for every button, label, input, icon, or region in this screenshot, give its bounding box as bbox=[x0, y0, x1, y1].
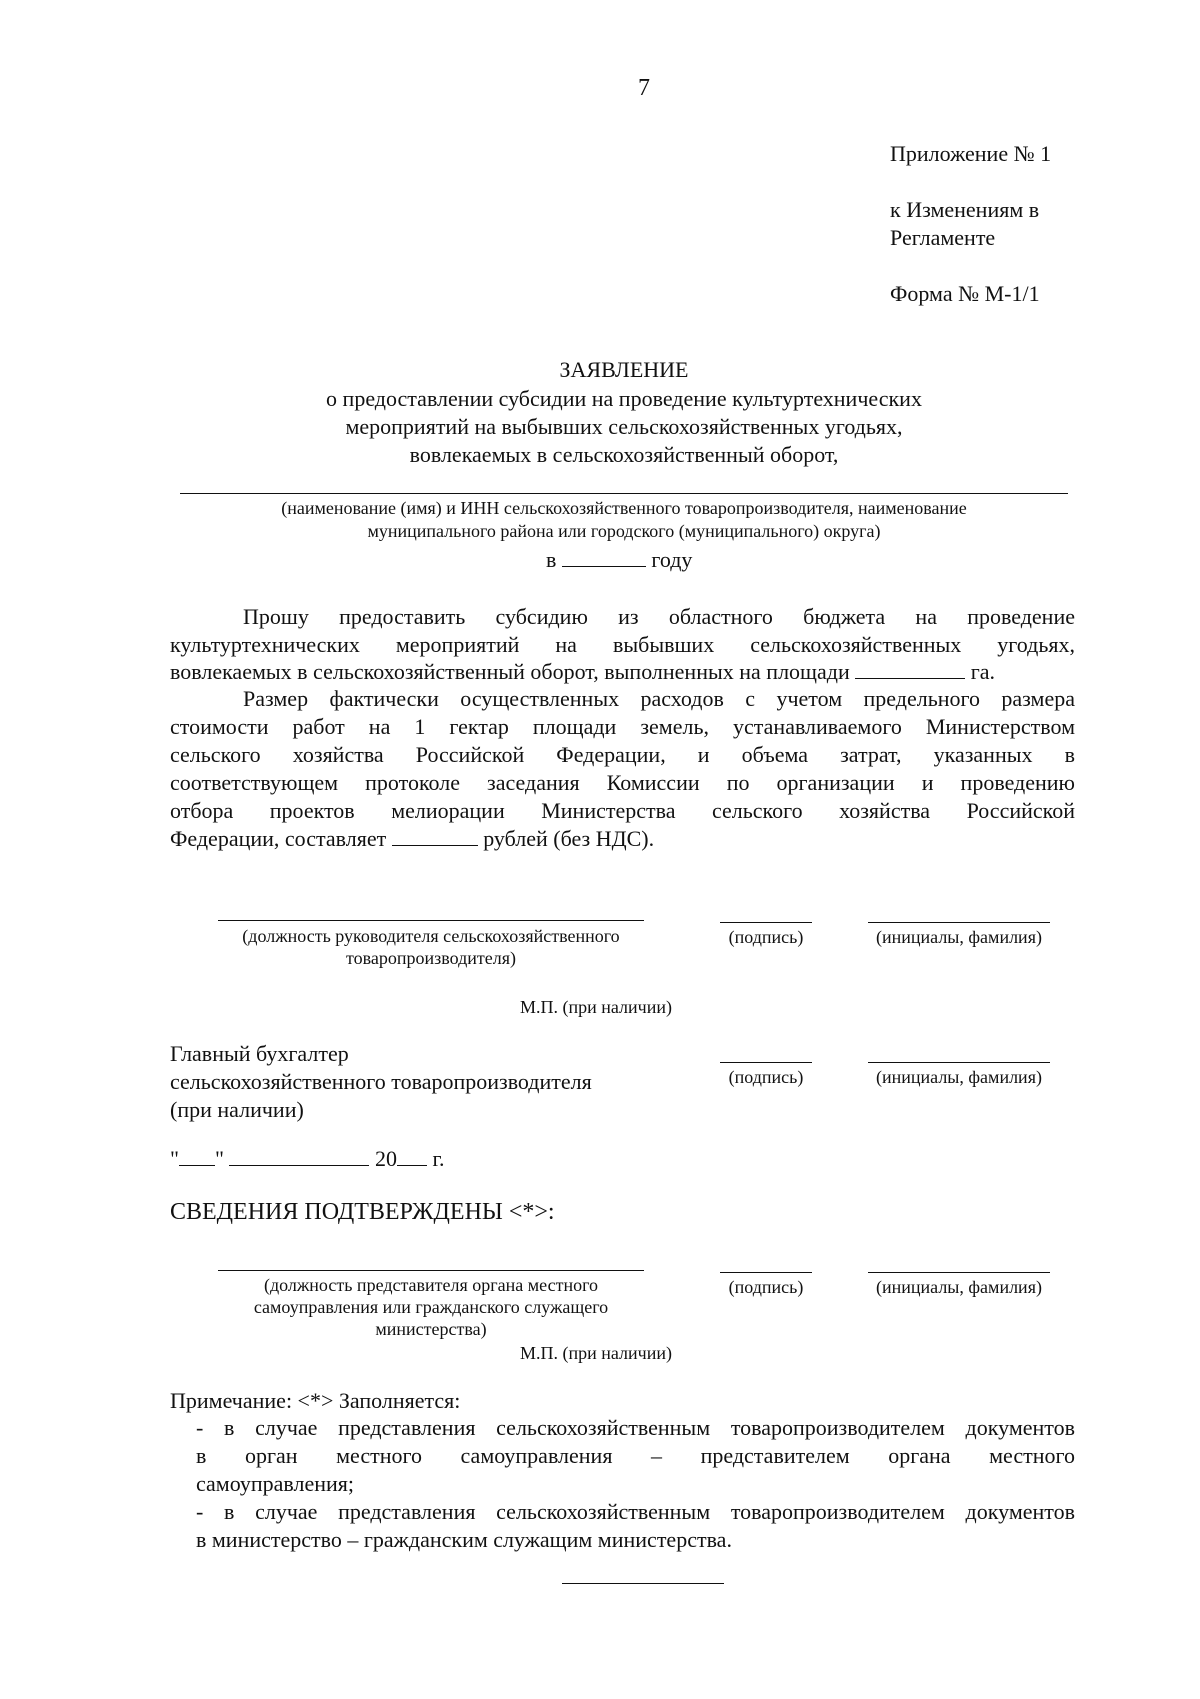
page-number: 7 bbox=[638, 75, 650, 101]
note-item1-line1: - в случае представления сельскохозяйственным товаропроизводителем документов bbox=[196, 1415, 1075, 1440]
year-blank[interactable] bbox=[562, 548, 646, 567]
note-item1-line3: самоуправления; bbox=[196, 1471, 355, 1496]
body-p2-line6 bbox=[170, 825, 654, 852]
accountant-initials-line[interactable] bbox=[868, 1062, 1050, 1063]
representative-caption-line2: самоуправления или гражданского служащего bbox=[253, 1297, 609, 1317]
representative-initials-line[interactable] bbox=[868, 1272, 1050, 1273]
note-item2-line1: - в случае представления сельскохозяйственным товаропроизводителем документов bbox=[196, 1499, 1075, 1524]
date-line bbox=[170, 1145, 445, 1172]
closing-rule bbox=[562, 1583, 724, 1584]
head-position-caption-line1: (должность руководителя сельскохозяйственного bbox=[242, 926, 620, 946]
head-signature-line[interactable] bbox=[720, 922, 812, 923]
head-position-caption-line2: товаропроизводителя) bbox=[345, 948, 516, 968]
area-blank[interactable] bbox=[855, 660, 965, 679]
date-month-blank[interactable] bbox=[229, 1147, 369, 1166]
changes-reference-line2: Регламенте bbox=[890, 225, 996, 250]
year-suffix: году bbox=[651, 547, 693, 572]
body-p1-line1: Прошу предоставить субсидию из областного бюджета на проведение bbox=[243, 604, 1075, 629]
applicant-caption-line2: муниципального района или городского (муниципального) округа) bbox=[367, 521, 881, 541]
date-year-suffix: г. bbox=[432, 1146, 445, 1171]
title-line-2: мероприятий на выбывших сельскохозяйственных угодьях, bbox=[345, 414, 903, 439]
date-day-blank[interactable] bbox=[179, 1147, 215, 1166]
note-heading: Примечание: <*> Заполняется: bbox=[170, 1388, 461, 1413]
body-p2-line1: Размер фактически осуществленных расходов с учетом предельного размера bbox=[243, 686, 1075, 711]
head-signature-caption: (подпись) bbox=[728, 927, 804, 947]
year-line bbox=[546, 546, 692, 573]
changes-reference-line1: к Изменениям в bbox=[890, 197, 1040, 222]
accountant-signature-line[interactable] bbox=[720, 1062, 812, 1063]
accountant-initials-caption: (инициалы, фамилия) bbox=[876, 1067, 1042, 1087]
document-title: ЗАЯВЛЕНИЕ bbox=[559, 357, 689, 382]
accountant-signature-caption: (подпись) bbox=[728, 1067, 804, 1087]
body-p2-line6-suffix: рублей (без НДС). bbox=[483, 826, 655, 851]
title-line-3: вовлекаемых в сельскохозяйственный оборот, bbox=[409, 442, 839, 467]
accountant-line1: Главный бухгалтер bbox=[170, 1041, 349, 1066]
head-initials-line[interactable] bbox=[868, 922, 1050, 923]
representative-initials-caption: (инициалы, фамилия) bbox=[876, 1277, 1042, 1297]
body-p1-line3-text: вовлекаемых в сельскохозяйственный оборот, выполненных на площади bbox=[170, 659, 850, 684]
date-year-prefix: 20 bbox=[374, 1146, 397, 1171]
representative-stamp-label: М.П. (при наличии) bbox=[520, 1343, 672, 1363]
body-p2-line4: соответствующем протоколе заседания Комиссии по организации и проведению bbox=[170, 770, 1075, 795]
body-p2-line6-prefix: Федерации, составляет bbox=[170, 826, 387, 851]
representative-caption-line3: министерства) bbox=[375, 1319, 487, 1339]
representative-caption-line1: (должность представителя органа местного bbox=[263, 1275, 599, 1295]
note-item1-line2: в орган местного самоуправления – представителем органа местного bbox=[196, 1443, 1075, 1468]
representative-signature-line[interactable] bbox=[720, 1272, 812, 1273]
amount-blank[interactable] bbox=[392, 827, 478, 846]
confirmed-heading: СВЕДЕНИЯ ПОДТВЕРЖДЕНЫ <*>: bbox=[170, 1199, 555, 1225]
note-item2-line2: в министерство – гражданским служащим министерства. bbox=[196, 1527, 732, 1552]
date-year-blank[interactable] bbox=[397, 1147, 427, 1166]
area-unit: га. bbox=[970, 659, 996, 684]
date-quote-open: " bbox=[170, 1146, 179, 1171]
body-p2-line3: сельского хозяйства Российской Федерации, и объема затрат, указанных в bbox=[170, 742, 1075, 767]
appendix-label: Приложение № 1 bbox=[890, 141, 1052, 166]
accountant-line2: сельскохозяйственного товаропроизводителя bbox=[170, 1069, 592, 1094]
body-p2-line5: отбора проектов мелиорации Министерства сельского хозяйства Российской bbox=[170, 798, 1075, 823]
body-p2-line2: стоимости работ на 1 гектар площади земель, устанавливаемого Министерством bbox=[170, 714, 1075, 739]
body-p1-line3 bbox=[170, 658, 1075, 685]
applicant-caption-line1: (наименование (имя) и ИНН сельскохозяйственного товаропроизводителя, наименование bbox=[281, 498, 967, 518]
head-stamp-label: М.П. (при наличии) bbox=[520, 997, 672, 1017]
form-number: Форма № М-1/1 bbox=[890, 281, 1040, 306]
body-p1-line2: культуртехнических мероприятий на выбывших сельскохозяйственных угодьях, bbox=[170, 632, 1075, 657]
head-initials-caption: (инициалы, фамилия) bbox=[876, 927, 1042, 947]
applicant-name-line[interactable] bbox=[180, 493, 1068, 494]
date-quote-close: " bbox=[214, 1146, 224, 1171]
representative-position-line[interactable] bbox=[218, 1270, 644, 1271]
year-prefix: в bbox=[546, 547, 557, 572]
representative-signature-caption: (подпись) bbox=[728, 1277, 804, 1297]
accountant-line3: (при наличии) bbox=[170, 1097, 304, 1122]
title-line-1: о предоставлении субсидии на проведение культуртехнических bbox=[326, 386, 922, 411]
head-position-line[interactable] bbox=[218, 920, 644, 921]
